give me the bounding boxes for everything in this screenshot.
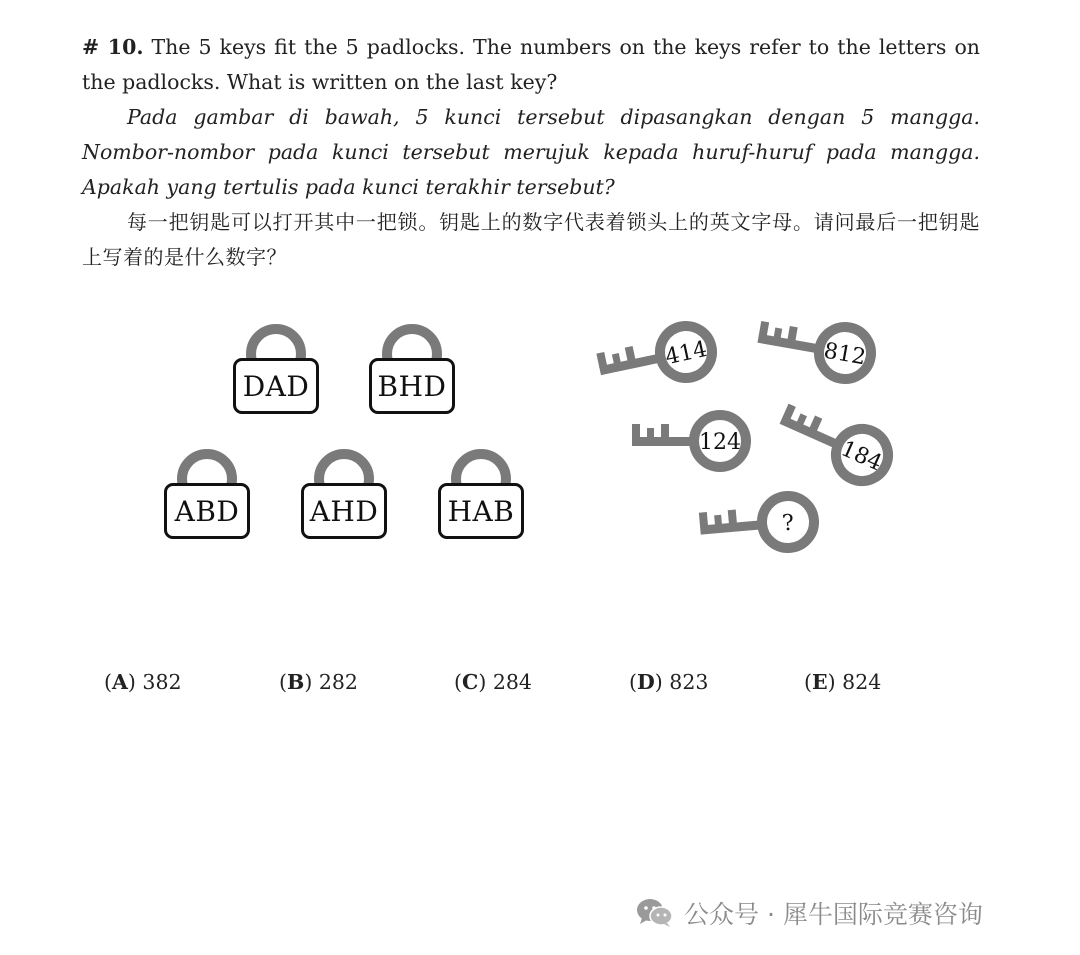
choice-value: 824 [842,670,882,694]
key-3 [632,415,746,467]
choice-letter: C [462,670,479,694]
key-number: 124 [699,430,741,455]
padlock-label: ABD [164,483,250,539]
choice-value: 382 [142,670,182,694]
question-chinese: 每一把钥匙可以打开其中一把锁。钥匙上的数字代表着锁头上的英文字母。请问最后一把钥匙上写着的是什么数字？ [82,210,980,269]
watermark-text: 公众号 · 犀牛国际竞赛咨询 [684,900,983,929]
choice-letter: E [812,670,828,694]
answer-choices [0,670,1080,700]
wechat-icon [636,897,674,929]
choice-letter: A [112,670,128,694]
choice-b[interactable]: (B) 282 [279,670,358,694]
key-4 [771,395,896,489]
choice-value: 823 [669,670,709,694]
choice-a[interactable]: (A) 382 [104,670,182,694]
key-2 [754,312,875,383]
question-malay: Pada gambar di bawah, 5 kunci tersebut dipasangkan dengan 5 mangga. Nombor-nombor pada kunci tersebut merujuk kepada huruf-huruf pada mangga. Apakah yang tertulis pada kunci terakhir tersebut? [82,105,980,199]
key-1 [595,321,717,396]
choice-letter: B [287,670,305,694]
question-english-text: The 5 keys fit the 5 padlocks. The numbers on the keys refer to the letters on the padlocks. What is written on the last key? [82,35,980,94]
question-number: # 10. [82,35,144,59]
padlock-label: AHD [301,483,387,539]
key-number: 184 [837,436,886,477]
watermark [636,893,983,933]
key-number: 812 [821,338,868,371]
padlock-label: HAB [438,483,524,539]
padlock-label: BHD [369,358,455,414]
choice-e[interactable]: (E) 824 [804,670,882,694]
choice-value: 282 [318,670,358,694]
key-number: 414 [663,336,710,371]
choice-value: 284 [492,670,532,694]
choice-c[interactable]: (C) 284 [454,670,532,694]
key-number: ? [781,510,796,537]
choice-letter: D [637,670,655,694]
choice-d[interactable]: (D) 823 [629,670,709,694]
padlock-label: DAD [233,358,319,414]
key-5 [698,494,816,556]
